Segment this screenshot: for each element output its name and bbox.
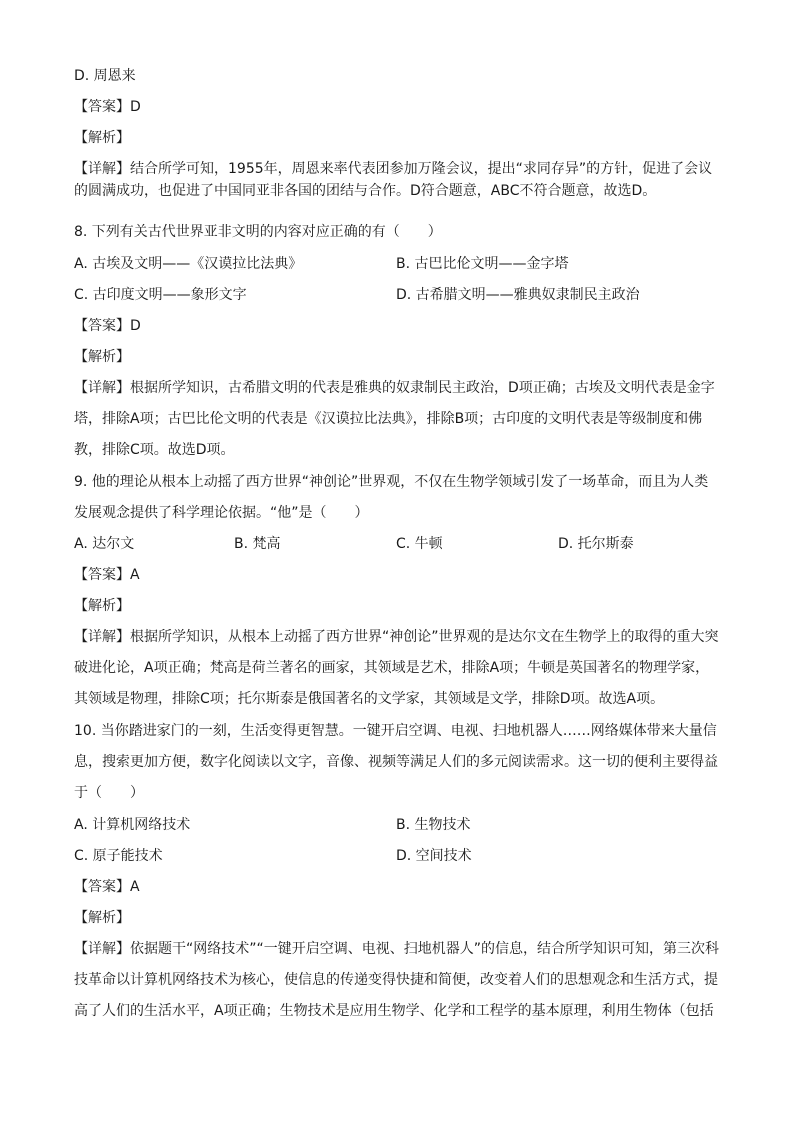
q10-answer: 【答案】A [74, 879, 140, 895]
q9-analysis-label: 【解析】 [74, 598, 130, 614]
q7-option-d: D. 周恩来 [74, 68, 136, 84]
q10-analysis-label: 【解析】 [74, 910, 130, 926]
q10-option-b: B. 生物技术 [396, 817, 471, 833]
q10-stem-line-1: 10. 当你踏进家门的一刻，生活变得更智慧。一键开启空调、电视、扫地机器人……网络媒体带来大量信 [74, 723, 717, 739]
q9-detail-line-1: 【详解】根据所学知识，从根本上动摇了西方世界“神创论”世界观的是达尔文在生物学上的取得的重大突 [74, 629, 719, 645]
q8-analysis-label: 【解析】 [74, 349, 130, 365]
q10-detail-line-3: 高了人们的生活水平，A项正确；生物技术是应用生物学、化学和工程学的基本原理，利用生物体（包括 [74, 1003, 714, 1019]
q7-detail: 【详解】结合所学可知，1955年，周恩来率代表团参加万隆会议，提出“求同存异”的方针，促进了会议的圆满成功，也促进了中国同亚非各国的团结与合作。D符合题意，ABC不符合题意，故选D。 [74, 161, 713, 199]
q9-stem-line-1: 9. 他的理论从根本上动摇了西方世界“神创论”世界观，不仅在生物学领域引发了一场革命，而且为人类 [74, 474, 709, 490]
q10-detail-line-1: 【详解】依据题干“网络技术”“一键开启空调、电视、扫地机器人”的信息，结合所学知识可知，第三次科 [74, 941, 720, 957]
q8-detail-line-1: 【详解】根据所学知识，古希腊文明的代表是雅典的奴隶制民主政治，D项正确；古埃及文明代表是金字 [74, 380, 715, 396]
q8-option-a: A. 古埃及文明——《汉谟拉比法典》 [74, 256, 303, 272]
q9-answer: 【答案】A [74, 567, 140, 583]
q8-detail-line-3: 教，排除C项。故选D项。 [74, 442, 235, 458]
q10-stem-line-2: 息，搜索更加方便，数字化阅读以文字，音像、视频等满足人们的多元阅读需求。这一切的便利主要得益 [74, 754, 718, 770]
q8-stem: 8. 下列有关古代世界亚非文明的内容对应正确的有（ ） [74, 224, 442, 240]
q8-option-d: D. 古希腊文明——雅典奴隶制民主政治 [396, 287, 640, 303]
q9-detail-line-3: 其领域是物理，排除C项；托尔斯泰是俄国著名的文学家，其领域是文学，排除D项。故选A项。 [74, 691, 665, 707]
q9-option-b: B. 梵高 [234, 536, 281, 552]
q9-option-d: D. 托尔斯泰 [558, 536, 634, 552]
q9-detail-line-2: 破进化论，A项正确；梵高是荷兰著名的画家，其领域是艺术，排除A项；牛顿是英国著名的物理学家， [74, 660, 710, 676]
q9-option-a: A. 达尔文 [74, 536, 135, 552]
q10-stem-line-3: 于（ ） [74, 785, 144, 801]
q8-detail-line-2: 塔，排除A项；古巴比伦文明的代表是《汉谟拉比法典》，排除B项；古印度的文明代表是等级制度和佛 [74, 411, 703, 427]
q7-analysis-label: 【解析】 [74, 130, 130, 146]
q8-option-c: C. 古印度文明——象形文字 [74, 287, 247, 303]
q8-answer: 【答案】D [74, 318, 141, 334]
q8-option-b: B. 古巴比伦文明——金字塔 [396, 256, 569, 272]
q7-answer: 【答案】D [74, 99, 141, 115]
q9-option-c: C. 牛顿 [396, 536, 443, 552]
q10-option-c: C. 原子能技术 [74, 848, 163, 864]
q10-detail-line-2: 技革命以计算机网络技术为核心，使信息的传递变得快捷和简便，改变着人们的思想观念和生活方式，提 [74, 972, 718, 988]
q10-option-a: A. 计算机网络技术 [74, 817, 191, 833]
q10-option-d: D. 空间技术 [396, 848, 472, 864]
q9-stem-line-2: 发展观念提供了科学理论依据。“他”是（ ） [74, 505, 369, 521]
